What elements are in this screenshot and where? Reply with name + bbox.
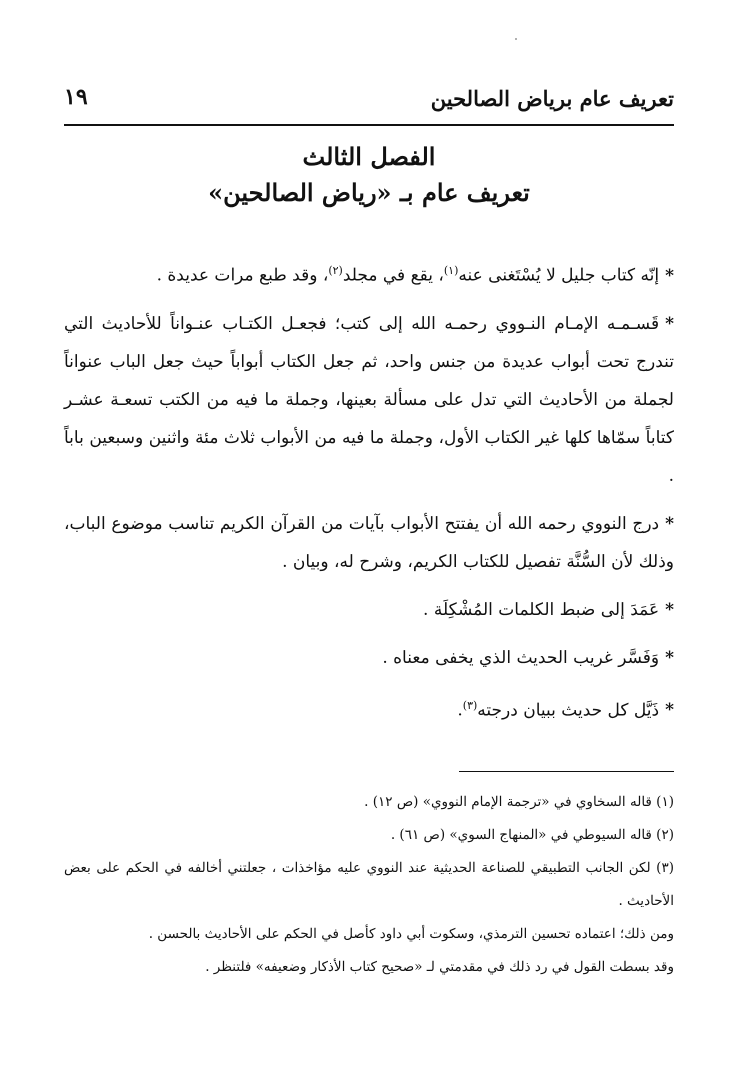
paragraph-text: قَسـمـه الإمـام النـووي رحمـه الله إلى كتب؛ فجعـل الكتـاب عنـواناً للأحاديث التي تندرج تحت أبواب عديدة من جنس واحد، ثم جعل الكتاب أبواباً حيث جعل الباب عنواناً لجملة من الأحاديث التي تدل على مسألة بعينها، وجملة ما فيه من الكتب تسعـة عشـر كتاباً سمّاها كلها غير الكتاب الأول، وجملة ما فيه من الأبواب ثلاث مئة واثنين وسبعين باباً . — [64, 313, 674, 486]
paragraph-text: وَفَسَّر غريب الحديث الذي يخفى معناه . — [382, 647, 660, 668]
footnotes — [64, 786, 674, 984]
header-rule — [64, 124, 674, 126]
paragraph-4 — [64, 591, 674, 629]
paragraph-3 — [64, 505, 674, 581]
bullet-marker: * — [665, 599, 674, 620]
paragraph-text: ، وقد طبع مرات عديدة . — [156, 265, 329, 286]
chapter-label: الفصل الثالث — [302, 142, 436, 171]
bullet-marker: * — [665, 313, 674, 334]
footnote-ref: (١) — [443, 264, 459, 277]
footnote-ref: (٣) — [462, 698, 478, 712]
paragraph-text: ، يقع في مجلد — [342, 265, 444, 286]
paragraph-end: . — [457, 700, 463, 721]
paragraph-text: إنّه كتاب جليل لا يُسْتَغنى عنه — [458, 265, 660, 286]
paragraph-5 — [64, 639, 674, 677]
footnote-2: (٢) قاله السيوطي في «المنهاج السوي» (ص ٦١) . — [390, 827, 674, 843]
paragraph-2 — [64, 305, 674, 495]
footnote-1: (١) قاله السخاوي في «ترجمة الإمام النووي» (ص ١٢) . — [364, 794, 674, 810]
bullet-marker: * — [665, 513, 674, 534]
chapter-title: تعريف عام بـ «رياض الصالحين» — [208, 178, 530, 207]
body-text — [64, 252, 674, 739]
running-title: تعريف عام برياض الصالحين — [430, 86, 674, 111]
footnote-rule — [459, 771, 674, 772]
footnote-ref: (٢) — [328, 264, 343, 277]
paragraph-text: ذَيَّل كل حديث ببيان درجته — [477, 700, 660, 721]
bullet-marker: * — [665, 700, 674, 721]
paragraph-text: درج النووي رحمه الله أن يفتتح الأبواب بآيات من القرآن الكريم تناسب موضوع الباب، وذلك لأن السُّنَّة تفصيل للكتاب الكريم، وشرح له، وبيان . — [64, 513, 674, 572]
paragraph-6 — [64, 687, 674, 730]
paragraph-1 — [64, 252, 674, 295]
chapter-heading — [64, 140, 674, 212]
bullet-marker: * — [665, 265, 674, 286]
paragraph-text: عَمَدَ إلى ضبط الكلمات المُشْكِلَة . — [423, 599, 660, 620]
footnote-3-final: وقد بسطت القول في رد ذلك في مقدمتي لـ «صحيح كتاب الأذكار وضعيفه» فلتنظر . — [205, 959, 674, 975]
footnote-3-continued: ومن ذلك؛ اعتماده تحسين الترمذي، وسكوت أبي داود كأصل في الحكم على الأحاديث بالحسن . — [148, 926, 674, 942]
footnote-3: (٣) لكن الجانب التطبيقي للصناعة الحديثية عند النووي عليه مؤاخذات ، جعلتني أخالفه في الحكم على بعض الأحاديث . — [64, 860, 674, 909]
scan-speck — [515, 38, 517, 40]
running-header — [64, 82, 674, 122]
bullet-marker: * — [665, 647, 674, 668]
page-number: ١٩ — [64, 84, 88, 110]
